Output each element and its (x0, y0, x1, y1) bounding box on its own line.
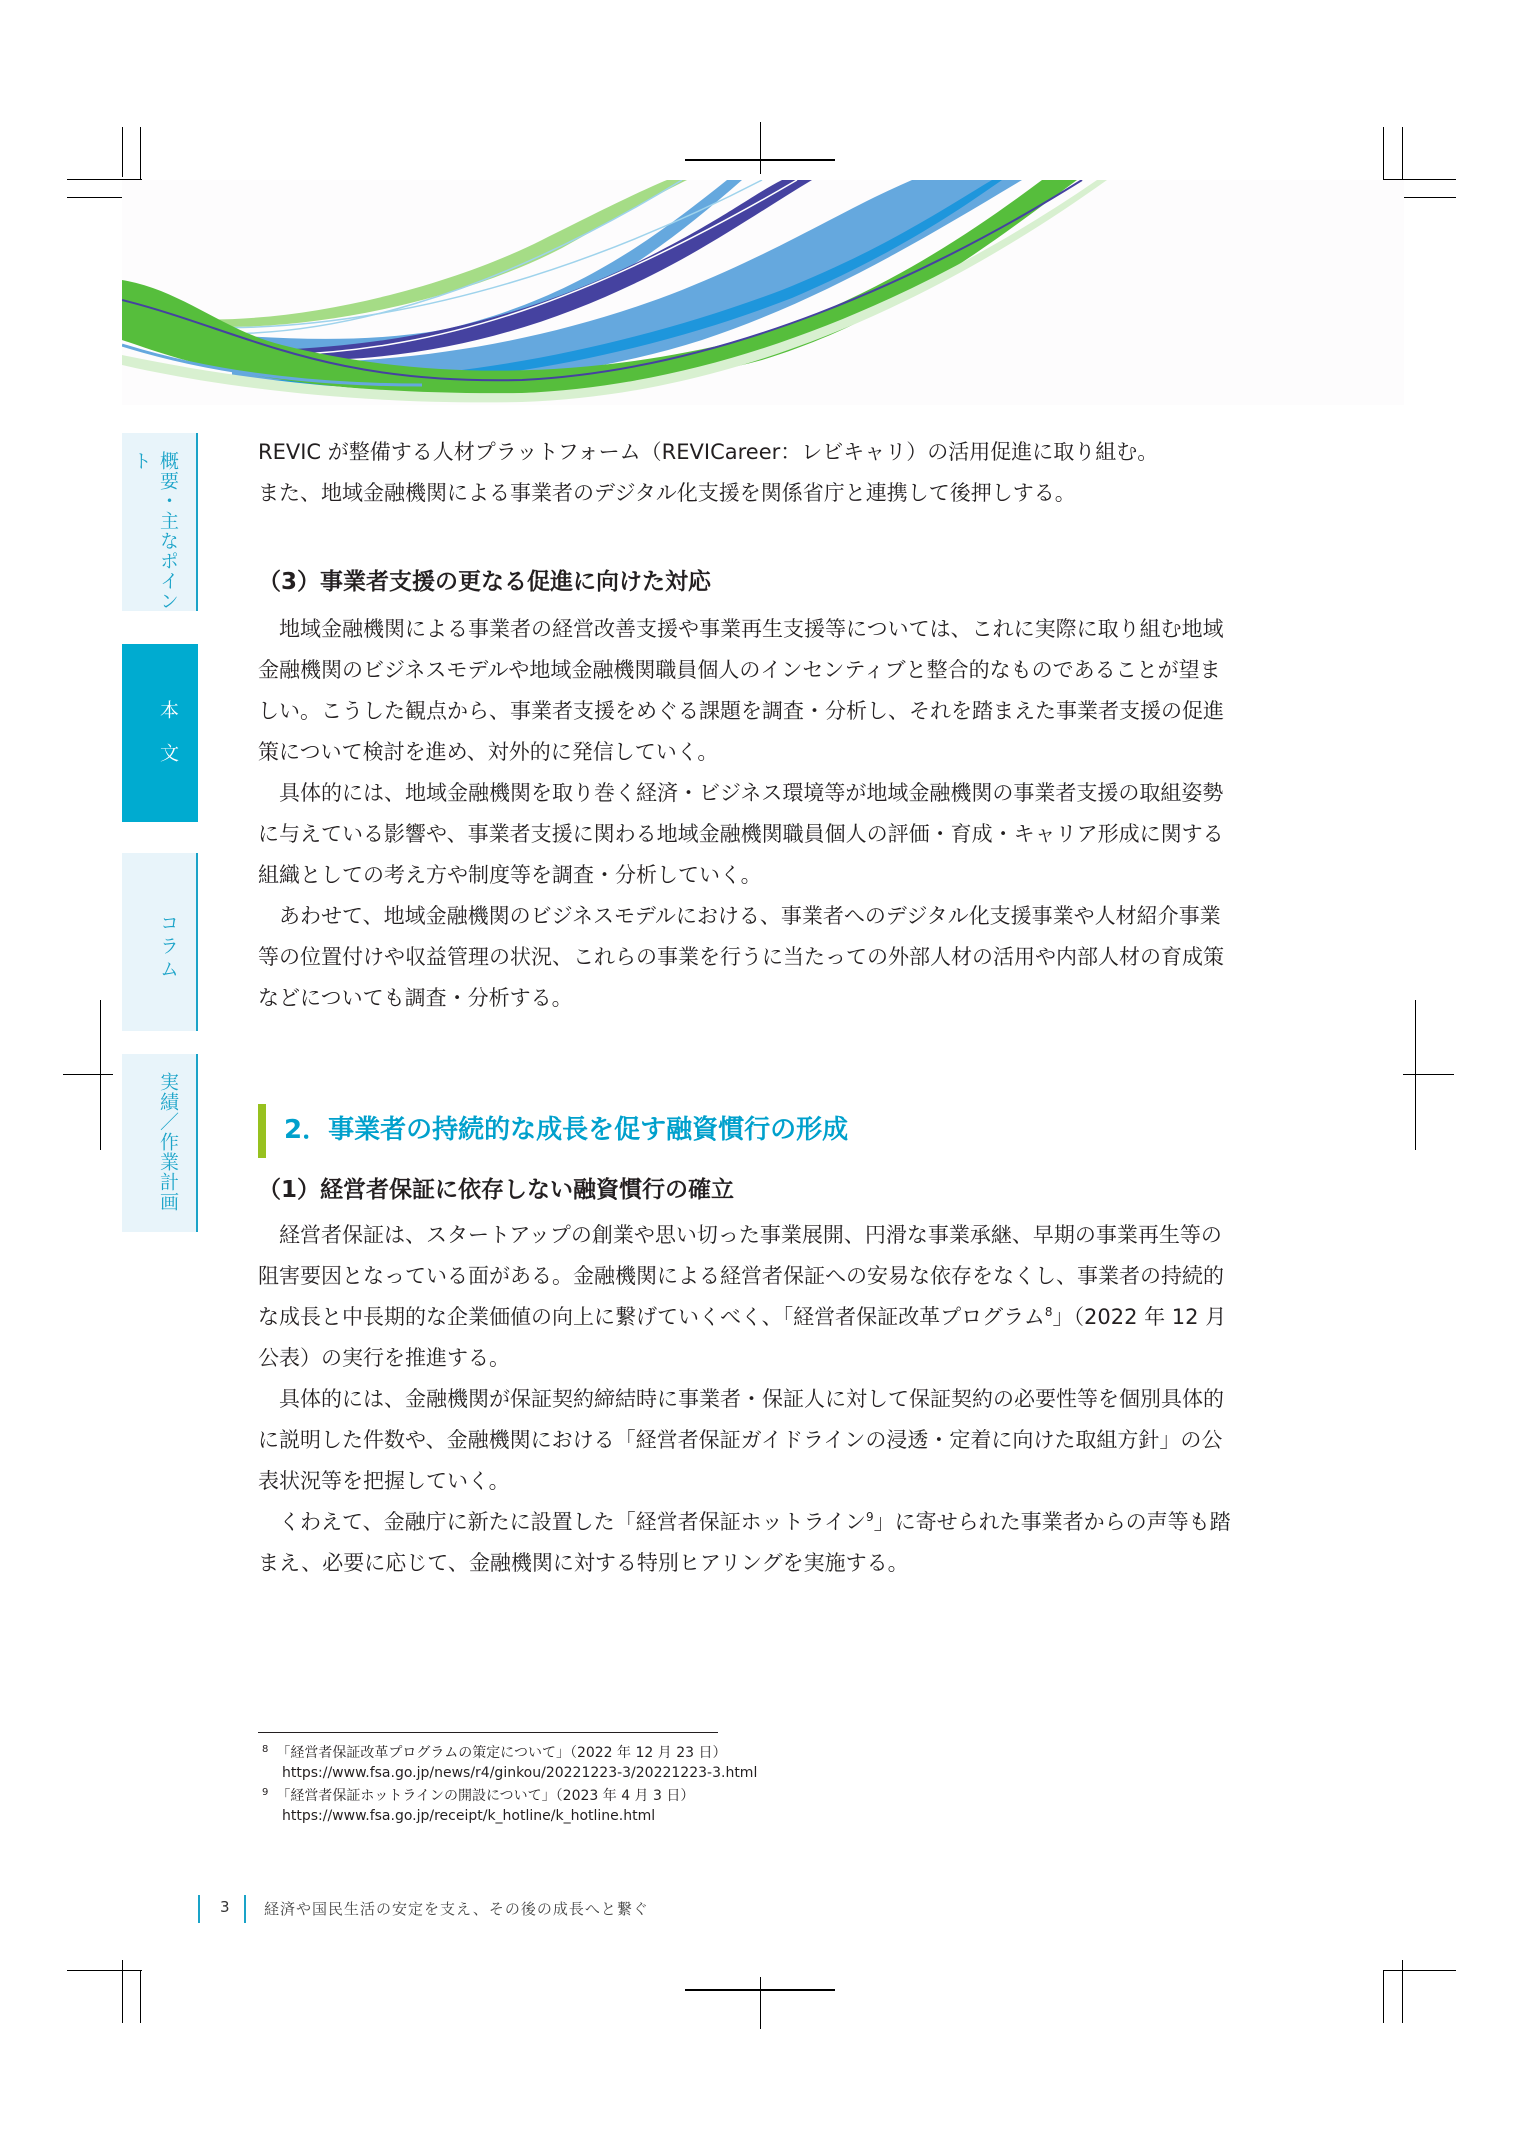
chapter-heading-block (258, 1104, 1238, 1156)
footnote-ref-9[interactable]: 9 (865, 1510, 874, 1524)
footnote-text: 「経営者保証改革プログラムの策定について」（2022 年 12 月 23 日） (276, 1745, 727, 1761)
intro-line: また、地域金融機関による事業者のデジタル化支援を関係省庁と連携して後押しする。 (258, 481, 1076, 505)
heading-accent-bar (258, 1104, 266, 1158)
wave-graphic (122, 180, 1404, 405)
paragraph: 経営者保証は、スタートアップの創業や思い切った事業展開、円滑な事業承継、早期の事業再生等の阻害要因となっている面がある。金融機関による経営者保証への安易な依存をなくし、事業者の持続的な成長と中長期的な企業価値の向上に繋げていくべく、「経営者保証改革プログラム$^8$」（2022 年 12 月公表）の実行を推進する。 (258, 1223, 1227, 1370)
sidebar-item-results-plan[interactable] (122, 1054, 198, 1232)
sidebar-item-label: コラム (157, 913, 179, 982)
sidebar-item-label: 概要・主なポイント (130, 451, 179, 611)
main-content (258, 432, 1238, 1584)
sidebar-item-overview[interactable] (122, 433, 198, 611)
footnote-item (262, 1740, 757, 1763)
paragraph: くわえて、金融庁に新たに設置した「経営者保証ホットライン$^9$」に寄せられた事業者からの声等も踏まえ、必要に応じて、金融機関に対する特別ヒアリングを実施する。 (258, 1510, 1231, 1575)
section-heading: （1）経営者保証に依存しない融資慣行の確立 (258, 1177, 735, 1203)
footnote-text: 「経営者保証ホットラインの開設について」（2023 年 4 月 3 日） (276, 1788, 695, 1804)
intro-line: REVIC が整備する人材プラットフォーム（REVICareer：レビキャリ）の活用促進に取り組む。 (258, 440, 1159, 464)
footnotes (262, 1740, 757, 1826)
footnote-number: 8 (262, 1744, 269, 1755)
sidebar-item-column[interactable] (122, 853, 198, 1031)
sidebar-item-main-text[interactable] (122, 644, 198, 822)
paragraph: 具体的には、金融機関が保証契約締結時に事業者・保証人に対して保証契約の必要性等を個別具体的に説明した件数や、金融機関における「経営者保証ガイドラインの浸透・定着に向けた取組方針」の公表状況等を把握していく。 (258, 1387, 1224, 1493)
footnote-link[interactable]: https://www.fsa.go.jp/receipt/k_hotline/k_hotline.html (282, 1808, 656, 1824)
page-number: 3 (220, 1898, 230, 1916)
header-wave-banner (122, 180, 1404, 405)
footer-divider (198, 1895, 200, 1923)
footnote-link[interactable]: https://www.fsa.go.jp/news/r4/ginkou/20221223-3/20221223-3.html (282, 1765, 758, 1781)
footer-divider (244, 1895, 246, 1923)
paragraph: あわせて、地域金融機関のビジネスモデルにおける、事業者へのデジタル化支援事業や人材紹介事業等の位置付けや収益管理の状況、これらの事業を行うに当たっての外部人材の活用や内部人材の育成策などについても調査・分析する。 (258, 904, 1224, 1010)
paragraph: 具体的には、地域金融機関を取り巻く経済・ビジネス環境等が地域金融機関の事業者支援の取組姿勢に与えている影響や、事業者支援に関わる地域金融機関職員個人の評価・育成・キャリア形成に関する組織としての考え方や制度等を調査・分析していく。 (258, 781, 1224, 887)
footnote-divider (258, 1732, 718, 1733)
footnote-item (262, 1783, 757, 1806)
section-heading: （3）事業者支援の更なる促進に向けた対応 (258, 569, 712, 595)
paragraph: 地域金融機関による事業者の経営改善支援や事業再生支援等については、これに実際に取り組む地域金融機関のビジネスモデルや地域金融機関職員個人のインセンティブと整合的なものであることが望ましい。こうした観点から、事業者支援をめぐる課題を調査・分析し、それを踏まえた事業者支援の促進策について検討を進め、対外的に発信していく。 (258, 617, 1224, 764)
footnote-number: 9 (262, 1787, 269, 1798)
sidebar-item-label: 本文 (157, 700, 179, 786)
footnote-ref-8[interactable]: 8 (1044, 1305, 1053, 1319)
chapter-heading: 2．事業者の持続的な成長を促す融資慣行の形成 (284, 1115, 849, 1145)
sidebar-item-label: 実績／作業計画 (157, 1072, 179, 1212)
footer-title: 経済や国民生活の安定を支え、その後の成長へと繋ぐ (264, 1900, 649, 1918)
